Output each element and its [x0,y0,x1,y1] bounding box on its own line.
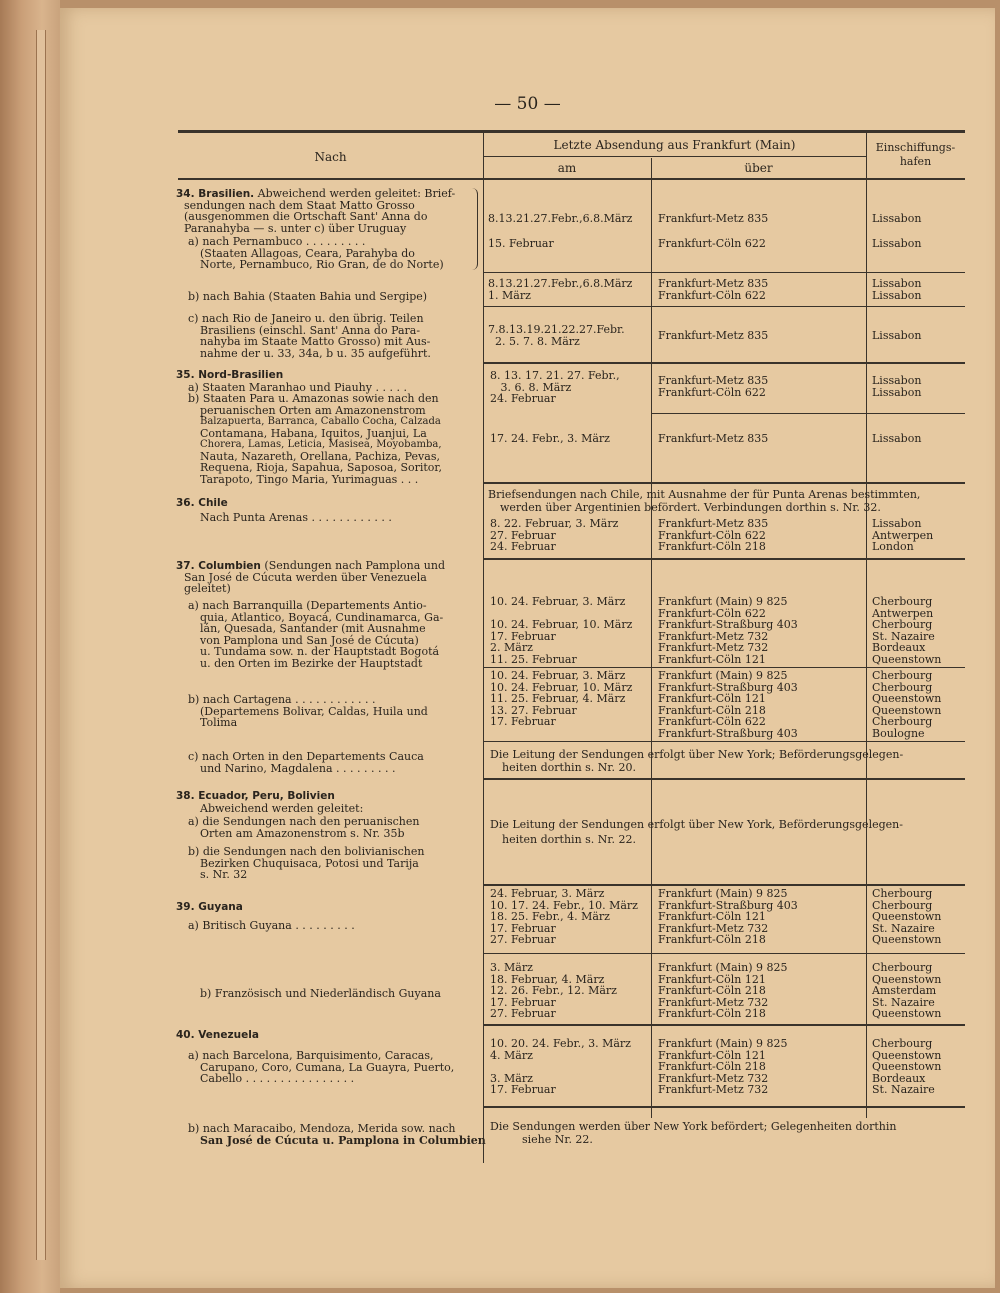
s34-row4-am: 7.8.13.19.21.22.27.Febr. 2. 5. 7. 8. März [488,323,625,348]
s34-row1-hafen: Lissabon [872,212,922,225]
s37-a-ueber: Frankfurt (Main) 9 825 Frankfurt-Cöln 622 Frankfurt-Straßburg 403 Frankfurt-Metz 732 Frankfurt-Metz 732 Frankfurt-Cöln 121 [658,595,798,666]
section-34-item-a-line: (Staaten Allagoas, Ceara, Parahyba do [200,246,415,260]
section-35-item-b-line: Requena, Rioja, Sapahua, Saposoa, Soritor, [200,461,442,474]
s35-row1-am: 8. 13. 17. 21. 27. Febr., 3. 6. 8. März 24. Februar [490,369,620,405]
s40-a-am: 10. 20. 24. Febr., 3. März 4. März 3. März 17. Februar [490,1037,631,1096]
book-binding [0,0,60,1293]
page-number: — 50 — [494,94,561,114]
section-34-item-c-line: Brasiliens (einschl. Sant' Anna do Para- [200,323,421,337]
s35-row2-am: 17. 24. Febr., 3. März [490,432,610,445]
table-header-rule [178,178,965,180]
section-36-line: Nach Punta Arenas . . . . . . . . . . . . [200,511,392,524]
s34-row2-ueber: Frankfurt-Cöln 622 [658,237,766,250]
section-38-line: Orten am Amazonenstrom s. Nr. 35b [200,826,405,840]
section-35-item-b-line: Balzapuerta, Barranca, Caballo Cocha, Calzada [200,416,441,427]
section-34-intro-line: Paranahyba — s. unter c) über Uruguay [184,221,407,235]
s39-b-am: 3. März 18. Februar, 4. März 12. 26. Febr., 12. März 17. Februar 27. Februar [490,961,617,1020]
section-38-line: Abweichend werden geleitet: [200,802,364,815]
section-40-title: 40. Venezuela [176,1029,259,1041]
section-34-item-c: c) nach Rio de Janeiro u. den übrig. Teilen [188,312,424,325]
row-rule [483,741,965,742]
section-38-line: b) die Sendungen nach den bolivianischen [188,845,425,858]
s34-row2-am: 15. Februar [488,237,554,250]
s40-a-hafen: Cherbourg Queenstown Queenstown Bordeaux St. Nazaire [872,1037,942,1096]
s39-b-ueber: Frankfurt (Main) 9 825 Frankfurt-Cöln 121 Frankfurt-Cöln 218 Frankfurt-Metz 732 Frankfurt-Cöln 218 [658,961,788,1020]
section-37-title: 37. Columbien (Sendungen nach Pamplona und [176,559,445,572]
header-nach: Nach [314,150,347,164]
s40-b-note-line: Die Sendungen werden über New York befördert; Gelegenheiten dorthin [490,1120,897,1133]
s38-note-line: Die Leitung der Sendungen erfolgt über New York, Beförderungsgelegen- [490,818,903,831]
s34-row4-ueber: Frankfurt-Metz 835 [658,329,769,342]
s36-hafen: Lissabon Antwerpen London [872,517,934,553]
section-34-item-a-line: Norte, Pernambuco, Rio Gran, de do Norte) [200,258,444,271]
section-38-line: a) die Sendungen nach den peruanischen [188,815,420,828]
row-rule [483,306,965,307]
s39-a-ueber: Frankfurt (Main) 9 825 Frankfurt-Straßburg 403 Frankfurt-Cöln 121 Frankfurt-Metz 732 Frankfurt-Cöln 218 [658,887,798,946]
section-37-item-a-line: von Pamplona und San José de Cúcuta) [200,633,419,647]
section-37-item-c: c) nach Orten in den Departements Cauca [188,750,424,763]
section-37-item-a-line: u. den Orten im Bezirke der Hauptstadt [200,656,423,670]
section-38-line: Bezirken Chuquisaca, Potosi und Tarija [200,856,419,870]
section-38-title: 38. Ecuador, Peru, Bolivien [176,790,335,802]
section-35-item-b-line: peruanischen Orten am Amazonenstrom [200,403,426,417]
s35-row1-ueber: Frankfurt-Metz 835 Frankfurt-Cöln 622 [658,374,769,399]
subheader-rule [483,156,866,157]
s35-row2-hafen: Lissabon [872,432,922,445]
s34-row4-hafen: Lissabon [872,329,922,342]
document-page [60,8,995,1288]
section-39-title: 39. Guyana [176,901,243,913]
s37-b-hafen: Cherbourg Cherbourg Queenstown Queenstown Cherbourg Boulogne [872,669,942,740]
s37-c-note-line: heiten dorthin s. Nr. 20. [502,761,636,774]
section-34-intro-line: (ausgenommen die Ortschaft Sant' Anna do [184,210,428,223]
s37-c-note-line: Die Leitung der Sendungen erfolgt über New York; Beförderungsgelegen- [490,748,904,761]
row-rule [483,667,965,668]
section-37-intro-line: San José de Cúcuta werden über Venezuela [184,570,427,584]
previous-page-edge [36,30,46,1260]
row-rule [483,482,965,484]
section-34-intro-line: sendungen nach dem Staat Matto Grosso [184,198,415,212]
section-37-item-a: a) nach Barranquilla (Departements Antio- [188,599,427,612]
s34-row3-hafen: Lissabon Lissabon [872,277,922,302]
s34-row1-ueber: Frankfurt-Metz 835 [658,212,769,225]
row-rule [651,413,965,414]
section-40-item-b-line: San José de Cúcuta u. Pamplona in Columbien [200,1133,486,1147]
row-rule [483,884,965,886]
section-37-item-a-line: quia, Atlantico, Boyacá, Cundinamarca, Ga- [200,610,444,624]
s34-row1-am: 8.13.21.27.Febr.,6.8.März [488,212,633,225]
section-35-item-a: a) Staaten Maranhao und Piauhy . . . . . [188,380,407,394]
section-35-item-b: b) Staaten Para u. Amazonas sowie nach den [188,392,439,405]
section-40-item-a-line: Cabello . . . . . . . . . . . . . . . . [200,1072,355,1085]
column-divider-nach [483,133,484,1163]
section-35-item-b-line: Nauta, Nazareth, Orellana, Pachiza, Pevas, [200,449,440,463]
section-40-item-a: a) nach Barcelona, Barquisimento, Caracas, [188,1049,434,1062]
s39-a-am: 24. Februar, 3. März 10. 17. 24. Febr., 10. März 18. 25. Febr., 4. März 17. Februar 27. Februar [490,887,638,946]
s36-am: 8. 22. Februar, 3. März 27. Februar 24. Februar [490,517,619,553]
s34-row3-am: 8.13.21.27.Febr.,6.8.März 1. März [488,277,633,302]
s36-note-line: werden über Argentinien befördert. Verbindungen dorthin s. Nr. 32. [500,501,881,514]
header-letzte-absendung: Letzte Absendung aus Frankfurt (Main) [553,138,796,152]
section-37-item-b-line: Tolima [200,716,238,729]
row-rule [483,778,965,780]
section-40-item-a-line: Carupano, Coro, Cumana, La Guayra, Puerto, [200,1060,455,1074]
section-34-item-c-line: nahyba im Staate Matto Grosso) mit Aus- [200,335,431,348]
section-36-title: 36. Chile [176,497,228,509]
section-40-item-b: b) nach Maracaibo, Mendoza, Merida sow. nach [188,1122,456,1135]
section-34-item-c-line: nahme der u. 33, 34a, b u. 35 aufgeführt. [200,346,431,360]
section-39-item-a: a) Britisch Guyana . . . . . . . . . [188,919,355,932]
header-ueber: über [744,161,773,175]
section-35-title: 35. Nord-Brasilien [176,369,284,381]
s36-ueber: Frankfurt-Metz 835 Frankfurt-Cöln 622 Frankfurt-Cöln 218 [658,517,769,553]
section-34-item-a: a) nach Pernambuco . . . . . . . . . [188,235,366,248]
section-37-item-c-line: und Narino, Magdalena . . . . . . . . . [200,761,396,775]
s40-b-note-line: siehe Nr. 22. [522,1133,593,1146]
row-rule [483,558,965,560]
s39-a-hafen: Cherbourg Cherbourg Queenstown St. Nazaire Queenstown [872,887,942,946]
header-einschiffungshafen: Einschiffungs- hafen [875,141,956,168]
row-rule [483,1024,965,1026]
s37-a-hafen: Cherbourg Antwerpen Cherbourg St. Nazaire Bordeaux Queenstown [872,595,942,666]
table-top-rule [178,130,965,133]
column-divider-am [651,158,652,1118]
s39-b-hafen: Cherbourg Queenstown Amsterdam St. Nazaire Queenstown [872,961,942,1020]
s35-row2-ueber: Frankfurt-Metz 835 [658,432,769,445]
section-37-item-a-line: u. Tundama sow. n. der Hauptstadt Bogotá [200,645,440,658]
s34-row2-hafen: Lissabon [872,237,922,250]
s37-b-ueber: Frankfurt (Main) 9 825 Frankfurt-Straßburg 403 Frankfurt-Cöln 121 Frankfurt-Cöln 218 Frankfurt-Cöln 622 Frankfurt-Straßburg 403 [658,669,798,740]
s36-note-line: Briefsendungen nach Chile, mit Ausnahme der für Punta Arenas bestimmten, [488,488,921,501]
brace [472,188,478,270]
section-37-intro-line: geleitet) [184,582,231,595]
s34-row3-ueber: Frankfurt-Metz 835 Frankfurt-Cöln 622 [658,277,769,302]
section-38-line: s. Nr. 32 [200,868,248,881]
header-am: am [557,161,577,175]
column-divider-ueber [866,133,867,1118]
section-37-item-a-line: lán, Quesada, Santander (mit Ausnahme [200,622,426,635]
section-35-item-b-line: Tarapoto, Tingo Maria, Yurimaguas . . . [200,472,419,486]
row-rule [483,1106,965,1108]
section-35-item-b-line: Chorera, Lamas, Leticia, Masisea, Moyobamba, [200,439,442,450]
section-37-item-b: b) nach Cartagena . . . . . . . . . . . . [188,693,376,706]
row-rule [483,953,965,954]
row-rule [483,272,965,273]
section-35-item-b-line: Contamana, Habana, Iquitos, Juanjui, La [200,426,427,440]
section-39-item-b: b) Französisch und Niederländisch Guyana [200,987,441,1000]
s35-row1-hafen: Lissabon Lissabon [872,374,922,399]
s38-note-line: heiten dorthin s. Nr. 22. [502,833,636,846]
s37-a-am: 10. 24. Februar, 3. März 10. 24. Februar, 10. März 17. Februar 2. März 11. 25. Februar [490,595,633,666]
row-rule [483,362,965,364]
section-34-title: 34. Brasilien. Abweichend werden geleitet: Brief- [176,187,456,200]
s37-b-am: 10. 24. Februar, 3. März 10. 24. Februar, 10. März 11. 25. Februar, 4. März 13. 27. Februar 17. Februar [490,669,633,728]
section-37-item-b-line: (Departemens Bolivar, Caldas, Huila und [200,704,428,718]
section-34-item-b: b) nach Bahia (Staaten Bahia und Sergipe) [188,290,428,303]
s40-a-ueber: Frankfurt (Main) 9 825 Frankfurt-Cöln 121 Frankfurt-Cöln 218 Frankfurt-Metz 732 Frankfurt-Metz 732 [658,1037,788,1096]
